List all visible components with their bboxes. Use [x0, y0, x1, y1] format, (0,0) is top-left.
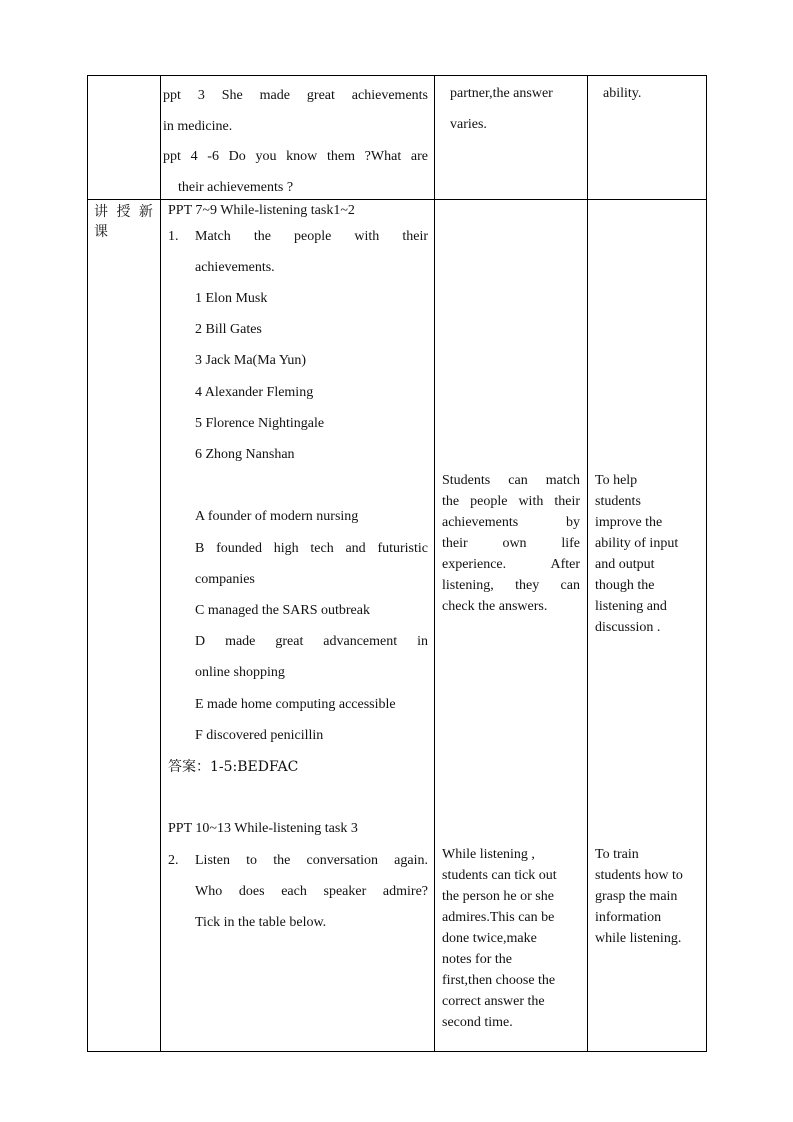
activity1-line: their own life — [442, 536, 580, 551]
column-divider-3 — [587, 75, 588, 1052]
stage-label: 讲 授 新 课 — [94, 204, 155, 240]
item2-number: 2. — [168, 853, 179, 868]
activity1-line: Students can match — [442, 473, 580, 488]
achievement-item: B founded high tech and futuristic — [195, 541, 428, 556]
item1-text: achievements. — [195, 260, 275, 275]
item1-text: Match the people with their — [195, 229, 428, 244]
table-left-border — [87, 75, 88, 1052]
table-bottom-border — [87, 1051, 707, 1052]
row1-content-line: ppt 3 She made great achievements — [163, 88, 428, 103]
person-item: 1 Elon Musk — [195, 291, 268, 306]
item1-number: 1. — [168, 229, 179, 244]
activity1-line: achievements by — [442, 515, 580, 530]
purpose1-line: students — [595, 494, 641, 509]
purpose1-line: listening and — [595, 599, 667, 614]
row1-content-line: ppt 4 -6 Do you know them ?What are — [163, 149, 428, 164]
purpose2-line: grasp the main — [595, 889, 678, 904]
row1-activity-line: partner,the answer — [450, 86, 553, 101]
achievement-item: A founder of modern nursing — [195, 509, 359, 524]
activity2-line: done twice,make — [442, 931, 537, 946]
achievement-item: online shopping — [195, 665, 285, 680]
row1-content-line: their achievements ? — [178, 180, 294, 195]
person-item: 2 Bill Gates — [195, 322, 262, 337]
answer-key: 答案：1-5:BEDFAC — [168, 759, 299, 775]
activity2-line: first,then choose the — [442, 973, 556, 988]
column-divider-1 — [160, 75, 161, 1052]
purpose1-line: and output — [595, 557, 655, 572]
purpose1-line: though the — [595, 578, 655, 593]
table-top-border — [87, 75, 707, 76]
achievement-item: companies — [195, 572, 255, 587]
activity2-line: notes for the — [442, 952, 512, 967]
item2-text: Listen to the conversation again. — [195, 853, 428, 868]
row1-content-line: in medicine. — [163, 119, 233, 134]
achievement-item: C managed the SARS outbreak — [195, 603, 370, 618]
achievement-item: D made great advancement in — [195, 634, 428, 649]
task3-title: PPT 10~13 While-listening task 3 — [168, 821, 358, 836]
activity2-line: correct answer the — [442, 994, 545, 1009]
activity2-line: admires.This can be — [442, 910, 555, 925]
column-divider-2 — [434, 75, 435, 1052]
person-item: 5 Florence Nightingale — [195, 416, 325, 431]
row1-activity-line: varies. — [450, 117, 487, 132]
purpose1-line: ability of input — [595, 536, 679, 551]
achievement-item: F discovered penicillin — [195, 728, 324, 743]
activity2-line: the person he or she — [442, 889, 554, 904]
person-item: 6 Zhong Nanshan — [195, 447, 295, 462]
row-divider — [87, 199, 707, 200]
activity2-line: While listening , — [442, 847, 535, 862]
activity2-line: second time. — [442, 1015, 513, 1030]
task1-title: PPT 7~9 While-listening task1~2 — [168, 203, 355, 218]
activity1-line: experience. After — [442, 557, 580, 572]
purpose1-line: To help — [595, 473, 638, 488]
item2-text: Tick in the table below. — [195, 915, 327, 930]
item2-text: Who does each speaker admire? — [195, 884, 428, 899]
purpose2-line: students how to — [595, 868, 683, 883]
activity1-line: the people with their — [442, 494, 580, 509]
person-item: 4 Alexander Fleming — [195, 385, 314, 400]
purpose2-line: To train — [595, 847, 639, 862]
person-item: 3 Jack Ma(Ma Yun) — [195, 353, 307, 368]
row1-purpose-line: ability. — [603, 86, 642, 101]
purpose1-line: improve the — [595, 515, 663, 530]
activity1-line: check the answers. — [442, 599, 548, 614]
purpose1-line: discussion . — [595, 620, 661, 635]
table-right-border — [706, 75, 707, 1052]
purpose2-line: while listening. — [595, 931, 682, 946]
achievement-item: E made home computing accessible — [195, 697, 396, 712]
purpose2-line: information — [595, 910, 662, 925]
activity2-line: students can tick out — [442, 868, 557, 883]
activity1-line: listening, they can — [442, 578, 580, 593]
